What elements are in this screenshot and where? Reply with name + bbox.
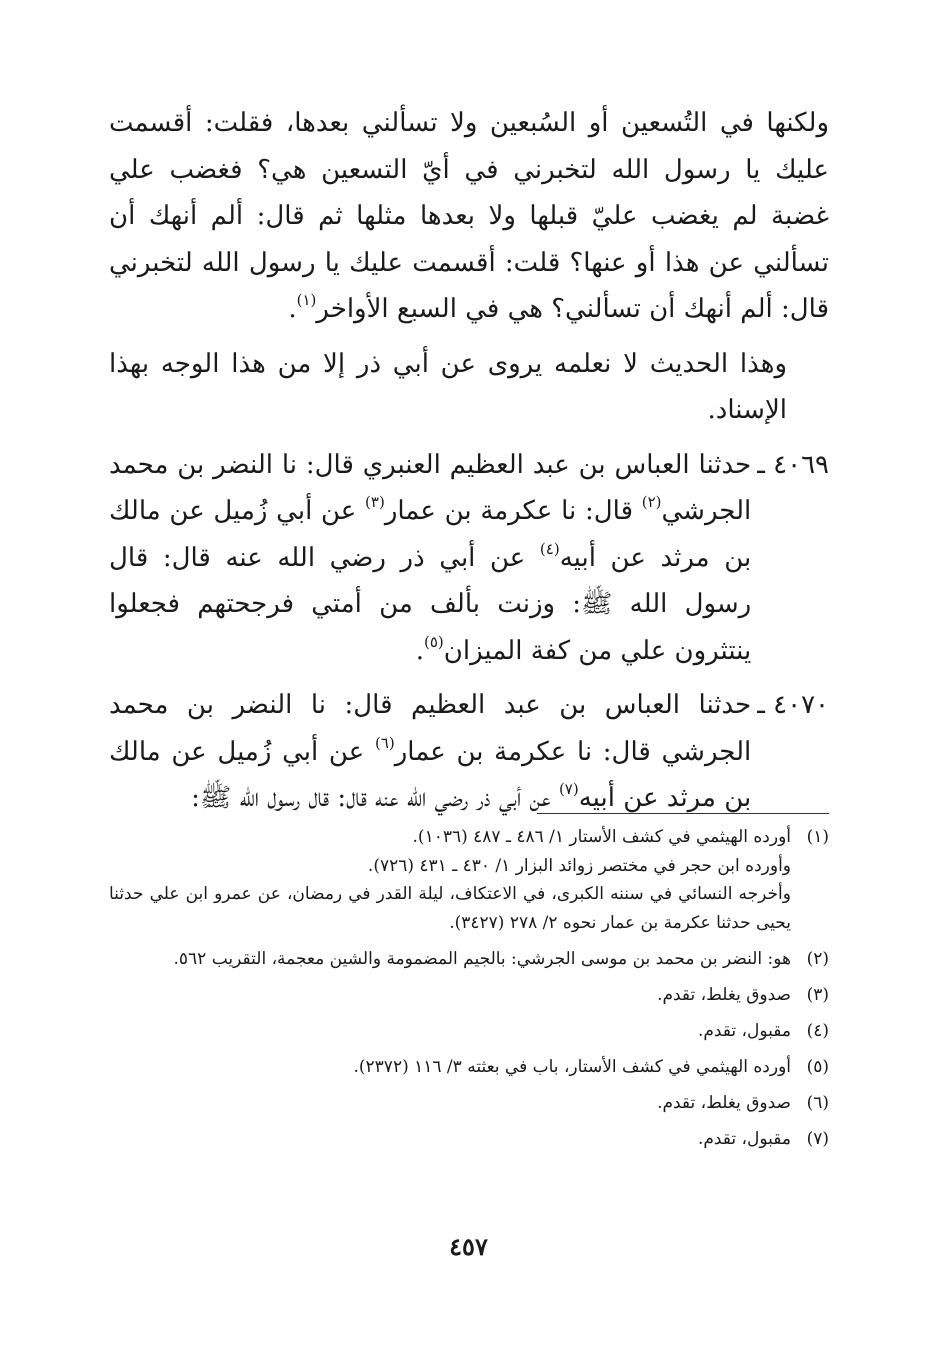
footnote-number: (٧) bbox=[806, 1128, 829, 1149]
paragraph-continuation: ولكنها في التُسعين أو السُبعين ولا تسألني بعدها، فقلت: أقسمت عليك يا رسول الله لتخبرني في أيّ التسعين هي؟ فغضب علي غضبة لم يغضب عليّ قبلها ولا بعدها مثلها ثم قال: ألم أنهك أن تسألني عن هذا أو عنها؟ قلت: أقسمت عليك يا رسول الله لتخبرني قال: ألم أنهك أن تسألني؟ هي في السبع الأواخر$^{(١)}$. bbox=[109, 108, 829, 324]
hadith-4069 bbox=[109, 442, 829, 675]
footnote-text: مقبول، تقدم. bbox=[697, 1020, 791, 1041]
footnote-number: (٢) bbox=[806, 948, 829, 969]
main-text bbox=[109, 100, 829, 822]
footnote-text: أورده الهيثمي في كشف الأستار ١/ ٤٨٦ ـ ٤٨٧ (١٠٣٦). وأورده ابن حجر في مختصر زوائد البزار ١/ ٤٣٠ ـ ٤٣١ (٧٢٦). وأخرجه النسائي في سننه الكبرى، في الاعتكاف، ليلة القدر في رمضان، عن عمرو ابن علي حدثنا يحيى حدثنا عكرمة بن عمار نحوه ٢/ ٢٧٨ (٣٤٢٧). bbox=[109, 827, 791, 933]
footnote-3 bbox=[109, 981, 829, 1010]
footnote-text: صدوق يغلط، تقدم. bbox=[657, 1092, 791, 1113]
footnote-text: هو: النضر بن محمد بن موسى الجرشي: بالجيم المضمومة والشين معجمة، التقريب ٥٦٢. bbox=[173, 948, 791, 969]
footnote-1 bbox=[109, 823, 829, 937]
page-number: ٤٥٧ bbox=[449, 1232, 488, 1261]
hadith-4070 bbox=[109, 682, 829, 822]
footnote-separator bbox=[537, 813, 829, 814]
footnote-text: صدوق يغلط، تقدم. bbox=[657, 984, 791, 1005]
hadith-number: ٤٠٦٩ ـ bbox=[757, 449, 829, 480]
hadith-text: حدثنا العباس بن عبد العظيم العنبري قال: نا النضر بن محمد الجرشي$^{(٢)}$ قال: نا عكرمة بن عمار$^{(٣)}$ عن أبي زُميل عن مالك بن مرثد عن أبيه$^{(٤)}$ عن أبي ذر رضي الله عنه قال: قال رسول الله ﷺ: وزنت بألف من أمتي فرجحتهم فجعلوا ينتثرون علي من كفة الميزان$^{(٥)}$. bbox=[109, 449, 752, 666]
footnote-ref-4: (٤) bbox=[539, 539, 560, 558]
footnote-ref-5: (٥) bbox=[423, 632, 444, 651]
footnote-6 bbox=[109, 1089, 829, 1118]
footnote-ref-2: (٢) bbox=[641, 493, 662, 511]
footnote-ref-3: (٣) bbox=[365, 493, 385, 511]
hadith-number: ٤٠٧٠ ـ bbox=[757, 690, 829, 720]
footnote-7 bbox=[109, 1125, 829, 1154]
footnote-2 bbox=[109, 945, 829, 974]
footnote-number: (٤) bbox=[806, 1020, 829, 1041]
footnote-ref-7: (٧) bbox=[558, 780, 579, 798]
footnote-number: (٥) bbox=[806, 1056, 829, 1077]
footnote-4 bbox=[109, 1017, 829, 1046]
footnote-ref-6: (٦) bbox=[374, 733, 395, 752]
footnote-ref-1: (١) bbox=[296, 291, 317, 309]
footnote-5 bbox=[109, 1053, 829, 1082]
footnote-number: (١) bbox=[806, 827, 829, 847]
footnote-number: (٦) bbox=[806, 1092, 829, 1113]
paragraph-commentary: وهذا الحديث لا نعلمه يروى عن أبي ذر إلا من هذا الوجه بهذا الإسناد. bbox=[109, 348, 787, 425]
footnote-text: مقبول، تقدم. bbox=[697, 1128, 791, 1149]
footnotes bbox=[109, 823, 829, 1161]
footnote-text: أورده الهيثمي في كشف الأستار، باب في بعثته ٣/ ١١٦ (٢٣٧٢). bbox=[353, 1056, 791, 1077]
hadith-text: حدثنا العباس بن عبد العظيم قال: نا النضر بن محمد الجرشي قال: نا عكرمة بن عمار$^{(٦)}$ عن أبي زُميل عن مالك بن مرثد عن أبيه$^{(٧)}$ عن أبي ذر رضي الله عنه قال: قال رسول الله ﷺ: bbox=[109, 690, 752, 813]
footnote-number: (٣) bbox=[806, 984, 829, 1005]
